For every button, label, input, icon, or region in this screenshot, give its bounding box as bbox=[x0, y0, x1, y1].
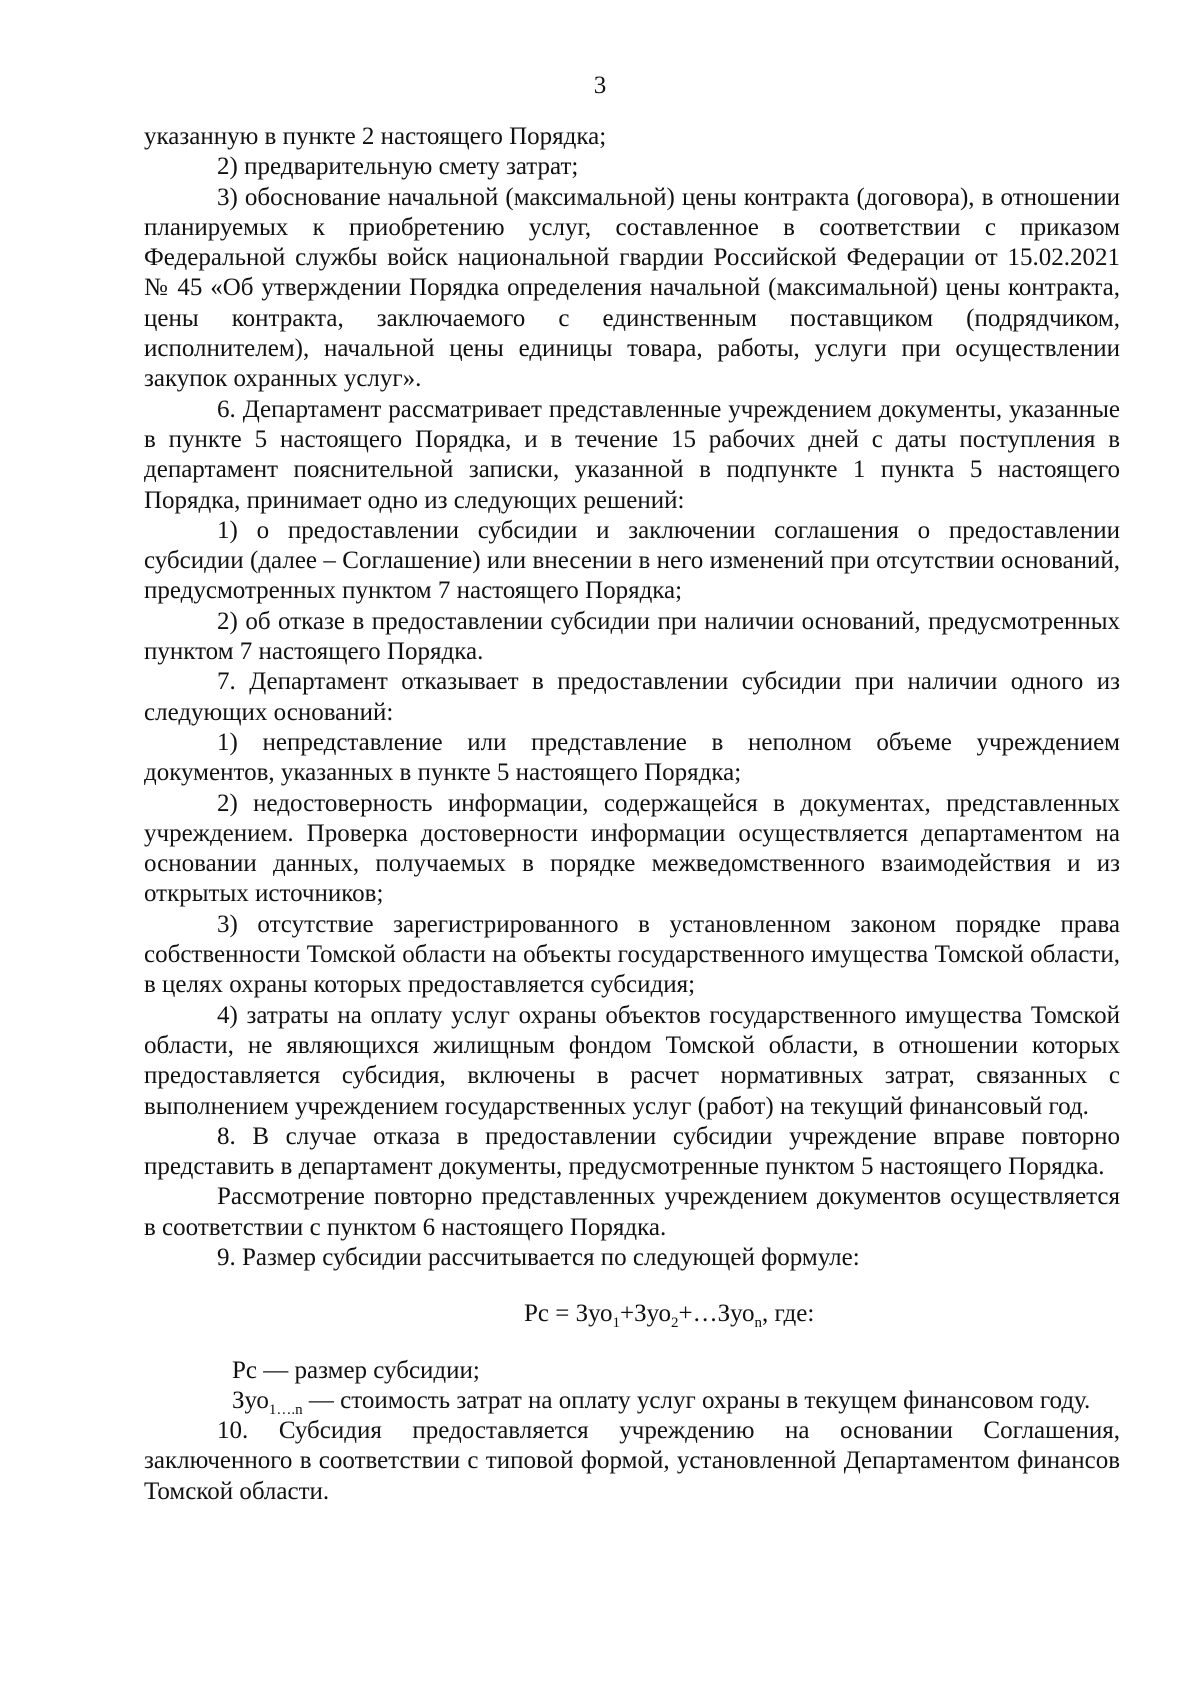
paragraph-clause-10: 10. Субсидия предоставляется учреждению на основании Соглашения, заключенного в соответствии с типовой формой, установленной Департаментом финансов Томской области. bbox=[144, 1417, 1120, 1505]
paragraph-item-2-estimate: 2) предварительную смету затрат; bbox=[217, 153, 579, 181]
paragraph-clause-7-ground-3: 3) отсутствие зарегистрированного в установленном законом порядке права собственности Томской области на объекты государственного имущества Томской области, в целях охраны которых предоставляется субсидия; bbox=[144, 910, 1120, 999]
subsidy-formula bbox=[144, 1299, 1120, 1332]
paragraph-clause-6-decision-2: 2) об отказе в предоставлении субсидии при наличии оснований, предусмотренных пунктом 7 настоящего Порядка. bbox=[144, 607, 1120, 666]
definition-zuo-text: — стоимость затрат на оплату услуг охраны в текущем финансовом году. bbox=[302, 1386, 1091, 1414]
paragraph-clause-7-ground-4: 4) затраты на оплату услуг охраны объектов государственного имущества Томской области, не являющихся жилищным фондом Томской области, в отношении которых предоставляется субсидия, включены в расчет нормативных затрат, связанных с выполнением учреждением государственных услуг (работ) на текущий финансовый год. bbox=[144, 1001, 1120, 1120]
page-number: 3 bbox=[593, 72, 607, 99]
paragraph-clause-6: 6. Департамент рассматривает представленные учреждением документы, указанные в пункте 5 настоящего Порядка, и в течение 15 рабочих дней с даты поступления в департамент пояснительной записки, указанной в подпункте 1 пункта 5 настоящего Порядка, принимает одно из следующих решений: bbox=[144, 395, 1120, 514]
document-body bbox=[144, 122, 1120, 1507]
paragraph-clause-7: 7. Департамент отказывает в предоставлении субсидии при наличии одного из следующих оснований: bbox=[144, 668, 1120, 726]
paragraph-item-3-price-justification: 3) обоснование начальной (максимальной) цены контракта (договора), в отношении планируемых к приобретению услуг, составленное в соответствии с приказом Федеральной службы войск национальной гвардии Российской Федерации от 15.02.2021 № 45 «Об утверждении Порядка определения начальной (максимальной) цены контракта, цены контракта, заключаемого с единственным поставщиком (подрядчиком, исполнителем), начальной цены единицы товара, работы, услуги при осуществлении закупок охранных услуг». bbox=[144, 183, 1120, 393]
formula-sub-1: 1 bbox=[612, 1315, 621, 1332]
formula-tail: , где: bbox=[762, 1300, 815, 1328]
formula-sub-n: n bbox=[754, 1315, 763, 1332]
definition-zuo-sub: 1….n bbox=[268, 1401, 303, 1418]
definition-rs: Рс — размер субсидии; bbox=[232, 1356, 480, 1384]
paragraph-clause-9: 9. Размер субсидии рассчитывается по следующей формуле: bbox=[217, 1243, 860, 1271]
paragraph-clause-6-decision-1: 1) о предоставлении субсидии и заключении соглашения о предоставлении субсидии (далее – Соглашение) или внесении в него изменений при отсутствии оснований, предусмотренных пунктом 7 настоящего Порядка; bbox=[144, 516, 1120, 605]
formula-plus-2: +…Зуо bbox=[678, 1300, 755, 1328]
definition-zuo-symbol: Зуо bbox=[232, 1386, 269, 1414]
formula-plus-1: +Зуо bbox=[620, 1300, 672, 1328]
paragraph-continuation: указанную в пункте 2 настоящего Порядка; bbox=[144, 123, 607, 150]
paragraph-clause-8: 8. В случае отказа в предоставлении субсидии учреждение вправе повторно представить в департамент документы, предусмотренные пунктом 5 настоящего Порядка. bbox=[144, 1122, 1120, 1181]
formula-sub-2: 2 bbox=[671, 1315, 679, 1332]
formula-lhs: Рс = Зуо bbox=[524, 1300, 613, 1328]
paragraph-clause-7-ground-1: 1) непредставление или представление в неполном объеме учреждением документов, указанных в пункте 5 настоящего Порядка; bbox=[144, 728, 1120, 787]
paragraph-clause-7-ground-2: 2) недостоверность информации, содержащейся в документах, представленных учреждением. Проверка достоверности информации осуществляется департаментом на основании данных, получаемых в порядке межведомственного взаимодействия и из открытых источников; bbox=[144, 789, 1120, 908]
paragraph-clause-8-review: Рассмотрение повторно представленных учреждением документов осуществляется в соответствии с пунктом 6 настоящего Порядка. bbox=[144, 1183, 1120, 1241]
definition-zuo bbox=[144, 1386, 1120, 1416]
